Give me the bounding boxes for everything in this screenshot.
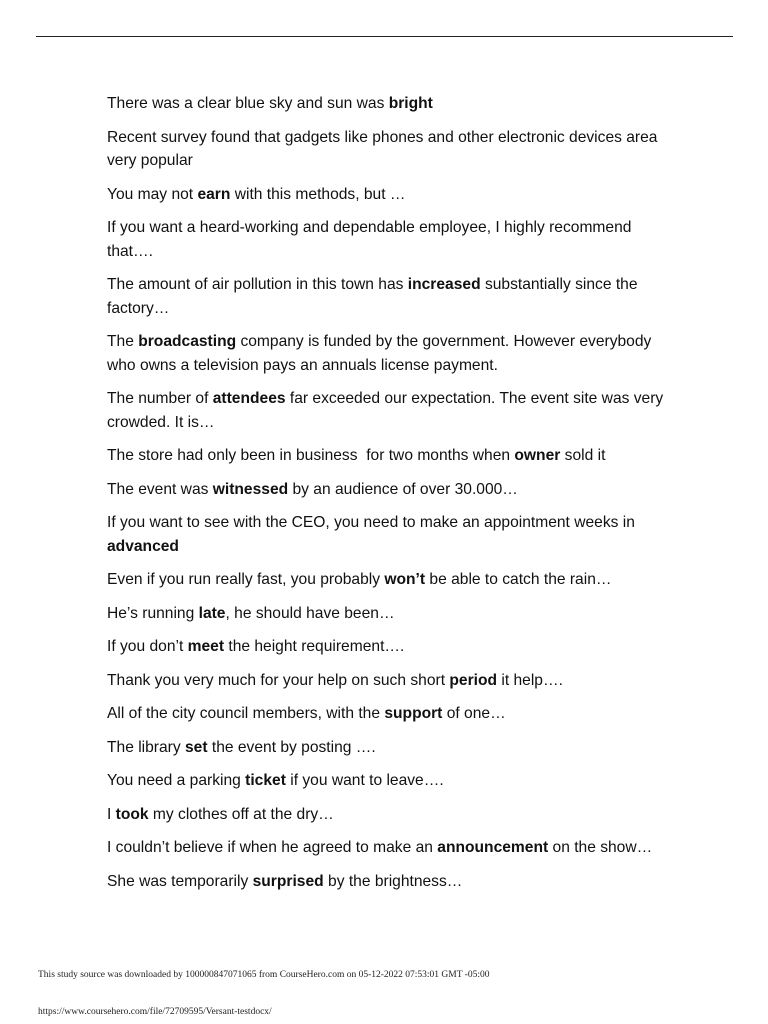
paragraph — [107, 273, 677, 320]
document-body — [107, 92, 677, 903]
paragraph-keyword: advanced — [107, 537, 179, 555]
paragraph-text-tail: far exceeded our expectation. The event site was very crowded. It is… — [107, 390, 664, 431]
paragraph-keyword: owner — [514, 447, 561, 464]
paragraph-text: The library — [107, 738, 185, 756]
paragraph-text-tail: by an audience of over 30.000… — [288, 480, 518, 498]
paragraph-keyword: attendees — [212, 390, 286, 407]
paragraph — [107, 803, 677, 827]
paragraph — [107, 92, 677, 116]
paragraph-text-tail: the event by posting …. — [207, 738, 376, 756]
paragraph-text-tail: of one… — [442, 705, 506, 722]
paragraph — [107, 183, 677, 207]
paragraph-keyword: earn — [197, 185, 231, 203]
paragraph-keyword: ticket — [245, 772, 286, 789]
paragraph — [107, 669, 677, 693]
paragraph-text-tail: with this methods, but … — [230, 185, 406, 203]
paragraph — [107, 870, 677, 894]
footer-source-text: This study source was downloaded by 100000847071065 from CourseHero.com on 05-12-2022 07:53:01 GMT -05:00 — [38, 970, 490, 980]
paragraph-text: I — [107, 805, 116, 823]
top-rule — [36, 36, 733, 37]
paragraph-keyword: announcement — [437, 839, 549, 856]
paragraph-text: The amount of air pollution in this town has — [107, 276, 408, 293]
paragraph — [107, 126, 677, 173]
paragraph-text: If you don’t — [107, 638, 188, 655]
paragraph — [107, 511, 677, 558]
paragraph-text-tail: the height requirement…. — [224, 638, 405, 655]
paragraph-keyword: witnessed — [212, 480, 289, 498]
paragraph-keyword: broadcasting — [138, 333, 237, 350]
paragraph-text: The — [107, 333, 139, 350]
paragraph-keyword: late — [198, 604, 226, 622]
paragraph — [107, 736, 677, 760]
paragraph-text: He’s running — [107, 604, 199, 622]
paragraph-text: Thank you very much for your help on such short — [107, 671, 450, 689]
paragraph — [107, 568, 677, 592]
paragraph — [107, 478, 677, 502]
paragraph — [107, 702, 677, 726]
paragraph-text: The event was — [107, 480, 213, 498]
paragraph-text-tail: by the brightness… — [323, 872, 463, 890]
paragraph-text: I couldn’t believe if when he agreed to make an — [107, 839, 438, 856]
paragraph — [107, 330, 677, 377]
paragraph — [107, 769, 677, 793]
paragraph-text: If you want to see with the CEO, you need to make an appointment weeks in — [107, 514, 635, 531]
paragraph-text-tail: substantially since the factory… — [107, 276, 638, 317]
paragraph-text: She was temporarily — [107, 872, 253, 890]
paragraph-text-tail: be able to catch the rain… — [425, 571, 612, 588]
paragraph-keyword: won’t — [384, 571, 426, 588]
paragraph — [107, 387, 677, 434]
paragraph-text-tail: on the show… — [548, 839, 653, 856]
paragraph-text-tail: my clothes off at the dry… — [148, 805, 334, 823]
paragraph-text-tail: it help…. — [497, 671, 563, 689]
paragraph-text: If you want a heard-working and dependable employee, I highly recommend that…. — [107, 219, 632, 260]
paragraph — [107, 216, 677, 263]
paragraph-text: You may not — [107, 185, 198, 203]
paragraph-text: Even if you run really fast, you probably — [107, 571, 385, 588]
paragraph-text: The store had only been in business for two months when — [107, 447, 515, 464]
paragraph-text-tail: , he should have been… — [225, 604, 395, 622]
paragraph — [107, 836, 677, 860]
paragraph-keyword: surprised — [252, 872, 324, 890]
paragraph-keyword: set — [185, 738, 208, 756]
paragraph-text-tail: company is funded by the government. However everybody who owns a television pays an annuals license payment. — [107, 333, 652, 374]
paragraph-keyword: took — [115, 805, 149, 823]
paragraph-text: The number of — [107, 390, 213, 407]
paragraph-keyword: bright — [388, 95, 433, 112]
paragraph-text-tail: sold it — [560, 447, 606, 464]
paragraph — [107, 444, 677, 468]
paragraph-text: There was a clear blue sky and sun was — [107, 95, 389, 112]
paragraph — [107, 602, 677, 626]
paragraph-text-tail: if you want to leave…. — [285, 772, 444, 789]
paragraph-keyword: period — [449, 671, 498, 689]
footer-url-link[interactable]: https://www.coursehero.com/file/72709595/Versant-testdocx/ — [38, 1007, 272, 1017]
paragraph-text: Recent survey found that gadgets like phones and other electronic devices area very popular — [107, 128, 658, 169]
paragraph-keyword: increased — [407, 276, 481, 293]
paragraph-keyword: meet — [187, 638, 225, 655]
paragraph-text: You need a parking — [107, 772, 246, 789]
paragraph — [107, 635, 677, 659]
paragraph-keyword: support — [384, 705, 443, 722]
paragraph-text: All of the city council members, with the — [107, 705, 385, 722]
